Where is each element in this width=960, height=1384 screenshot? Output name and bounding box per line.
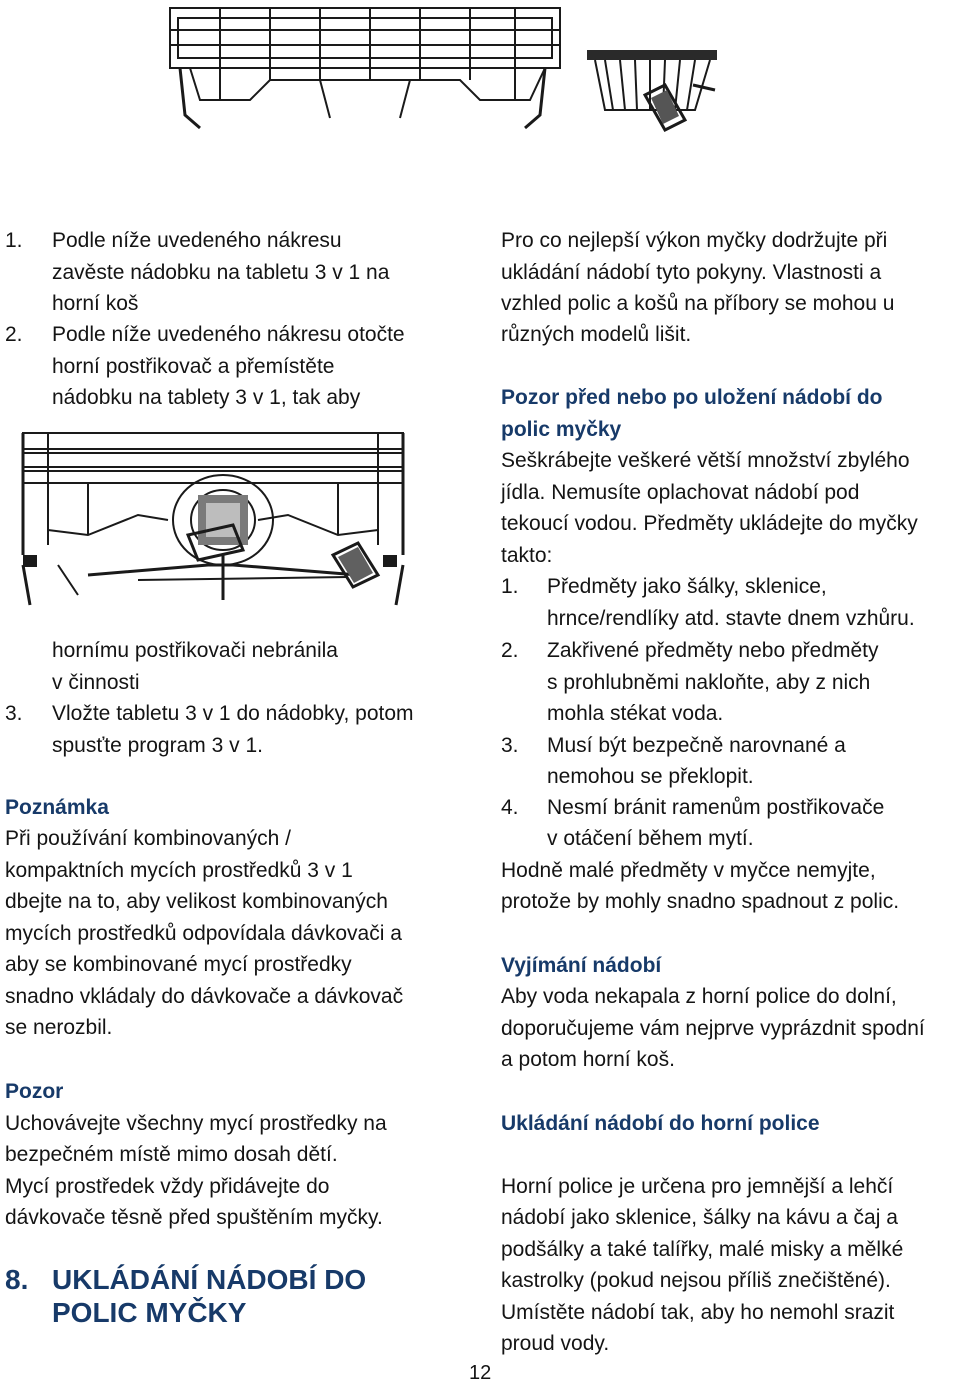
before-line-3: tekoucí vodou. Předměty ukládejte do myčky — [501, 512, 918, 535]
note-line-6: snadno vkládaly do dávkovače a dávkovač — [5, 985, 404, 1008]
unload-line-1: Aby voda nekapala z horní police do dolní, — [501, 985, 897, 1008]
spray-arm-illustration — [18, 425, 408, 610]
intro-line-2: ukládání nádobí tyto pokyny. Vlastnosti a — [501, 261, 882, 284]
step-1-line-2: zavěste nádobku na tabletu 3 v 1 na — [52, 261, 390, 284]
before-heading-line-2: polic myčky — [501, 418, 622, 441]
list-2-line-2: s prohlubněmi nakloňte, aby z nich — [547, 671, 871, 694]
list-2-line-1: Zakřivené předměty nebo předměty — [547, 639, 879, 662]
warning-line-1: Uchovávejte všechny mycí prostředky na — [5, 1112, 387, 1135]
warning-line-2: bezpečném místě mimo dosah dětí. — [5, 1143, 338, 1166]
list-3-number: 3. — [501, 734, 519, 757]
note-line-2: kompaktních mycích prostředků 3 v 1 — [5, 859, 353, 882]
list-1-line-1: Předměty jako šálky, sklenice, — [547, 575, 827, 598]
step-2-cont-line-2: v činnosti — [52, 671, 140, 694]
intro-line-1: Pro co nejlepší výkon myčky dodržujte při — [501, 229, 888, 252]
page-number: 12 — [469, 1362, 492, 1384]
step-1-number: 1. — [5, 229, 23, 252]
upper-heading: Ukládání nádobí do horní police — [501, 1112, 820, 1135]
step-3-line-2: spusťte program 3 v 1. — [52, 734, 263, 757]
note-line-5: aby se kombinované mycí prostředky — [5, 953, 352, 976]
warning-line-4: dávkovače těsně před spuštěním myčky. — [5, 1206, 383, 1229]
step-3-number: 3. — [5, 702, 23, 725]
step-1-line-1: Podle níže uvedeného nákresu — [52, 229, 342, 252]
before-heading-line-1: Pozor před nebo po uložení nádobí do — [501, 386, 883, 409]
upper-line-6: proud vody. — [501, 1332, 610, 1355]
unload-line-3: a potom horní koš. — [501, 1048, 675, 1071]
unload-line-2: doporučujeme vám nejprve vyprázdnit spodní — [501, 1017, 925, 1040]
note-heading: Poznámka — [5, 796, 109, 819]
before-line-4: takto: — [501, 544, 553, 567]
step-2-line-1: Podle níže uvedeného nákresu otočte — [52, 323, 405, 346]
small-items-line-2: protože by mohly snadno spadnout z polic. — [501, 890, 900, 913]
warning-heading: Pozor — [5, 1080, 64, 1103]
step-2-line-2: horní postřikovač a přemístěte — [52, 355, 335, 378]
unload-heading: Vyjímání nádobí — [501, 954, 662, 977]
upper-line-4: kastrolky (pokud nejsou příliš znečištěné). — [501, 1269, 891, 1292]
before-line-1: Seškrábejte veškeré větší množství zbylého — [501, 449, 910, 472]
step-1-line-3: horní koš — [52, 292, 139, 315]
upper-line-3: podšálky a také talířky, malé misky a mělké — [501, 1238, 904, 1261]
list-3-line-2: nemohou se překlopit. — [547, 765, 754, 788]
list-4-line-1: Nesmí bránit ramenům postřikovače — [547, 796, 885, 819]
step-2-number: 2. — [5, 323, 23, 346]
step-2-line-3: nádobku na tablety 3 v 1, tak aby — [52, 386, 361, 409]
list-1-number: 1. — [501, 575, 519, 598]
step-2-cont-line-1: hornímu postřikovači nebránila — [52, 639, 338, 662]
warning-line-3: Mycí prostředek vždy přidávejte do — [5, 1175, 330, 1198]
intro-line-3: vzhled polic a košů na příbory se mohou u — [501, 292, 895, 315]
list-2-number: 2. — [501, 639, 519, 662]
list-4-number: 4. — [501, 796, 519, 819]
note-line-4: mycích prostředků odpovídala dávkovači a — [5, 922, 402, 945]
section-number: 8. — [5, 1264, 29, 1295]
note-line-1: Při používání kombinovaných / — [5, 827, 291, 850]
list-1-line-2: hrnce/rendlíky atd. stavte dnem vzhůru. — [547, 607, 915, 630]
intro-line-4: různých modelů lišit. — [501, 323, 692, 346]
list-3-line-1: Musí být bezpečně narovnané a — [547, 734, 846, 757]
note-line-3: dbejte na to, aby velikost kombinovaných — [5, 890, 388, 913]
small-items-line-1: Hodně malé předměty v myčce nemyjte, — [501, 859, 876, 882]
step-3-line-1: Vložte tabletu 3 v 1 do nádobky, potom — [52, 702, 414, 725]
tablet-container-illustration — [575, 30, 725, 160]
section-title-line-2: POLIC MYČKY — [52, 1297, 247, 1328]
upper-line-5: Umístěte nádobí tak, aby ho nemohl srazit — [501, 1301, 895, 1324]
section-title-line-1: UKLÁDÁNÍ NÁDOBÍ DO — [52, 1264, 367, 1295]
upper-basket-illustration — [160, 0, 580, 140]
upper-line-2: nádobí jako sklenice, šálky na kávu a čaj a — [501, 1206, 898, 1229]
list-4-line-2: v otáčení během mytí. — [547, 827, 754, 850]
before-line-2: jídla. Nemusíte oplachovat nádobí pod — [501, 481, 860, 504]
upper-line-1: Horní police je určena pro jemnější a lehčí — [501, 1175, 894, 1198]
note-line-7: se nerozbil. — [5, 1016, 113, 1039]
list-2-line-3: mohla stékat voda. — [547, 702, 724, 725]
